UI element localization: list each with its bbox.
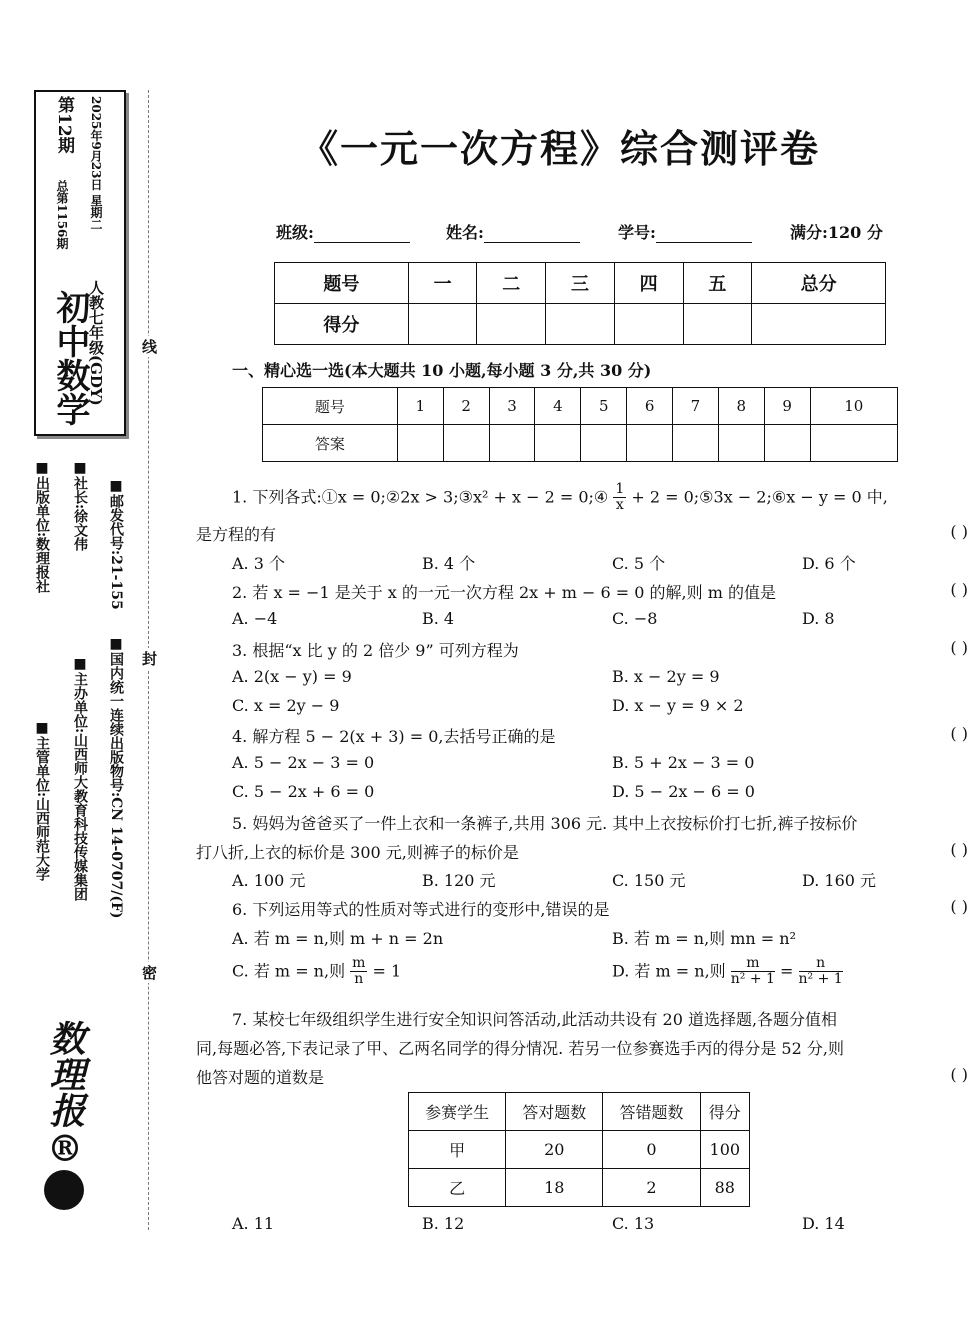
score-header: 五: [683, 263, 752, 304]
score-cell[interactable]: [683, 304, 752, 345]
q5-option-c[interactable]: C. 150 元: [612, 871, 686, 890]
q7-option-a[interactable]: A. 11: [232, 1214, 275, 1233]
cn-number: ■国内统一连续出版物号:CN 14-0707/(F): [108, 636, 124, 919]
answer-header: 4: [535, 388, 581, 425]
answer-header: 3: [489, 388, 535, 425]
question-6: 6. 下列运用等式的性质对等式进行的变形中,错误的是: [232, 900, 610, 919]
brand-sub: 人教七年级(GDY): [87, 280, 105, 406]
q6c-text: C. 若 m = n,则: [232, 961, 346, 981]
page-title: 《一元一次方程》综合测评卷: [300, 126, 821, 171]
q7-line2: 同,每题必答,下表记录了甲、乙两名同学的得分情况. 若另一位参赛选手丙的得分是 52 分,则: [196, 1039, 844, 1058]
q7-option-b[interactable]: B. 12: [422, 1214, 465, 1233]
sidebar: [0, 0, 160, 1321]
q4-option-a[interactable]: A. 5 − 2x − 3 = 0: [232, 753, 375, 772]
answer-cell[interactable]: [581, 425, 627, 462]
q6-option-b[interactable]: B. 若 m = n,则 mn = n²: [612, 929, 797, 948]
q6-option-a[interactable]: A. 若 m = n,则 m + n = 2n: [232, 929, 444, 948]
logo: 数理报®: [44, 1020, 86, 1170]
q4-option-b[interactable]: B. 5 + 2x − 3 = 0: [612, 753, 755, 772]
q7-cell: 2: [603, 1169, 700, 1207]
score-cell[interactable]: [477, 304, 546, 345]
q1-option-b[interactable]: B. 4 个: [422, 554, 476, 573]
postal-code: ■邮发代号:21-155: [108, 478, 124, 610]
answer-cell[interactable]: [810, 425, 897, 462]
score-header: 四: [614, 263, 683, 304]
score-header: 总分: [752, 263, 886, 304]
cut-mark-secret: 密: [139, 962, 160, 983]
total-issue: 总第1156期: [55, 180, 69, 250]
q7-cell: 20: [506, 1131, 603, 1169]
answer-header: 10: [810, 388, 897, 425]
answer-header: 题号: [263, 388, 398, 425]
question-5: 5. 妈妈为爸爸买了一件上衣和一条裤子,共用 306 元. 其中上衣按标价打七折,裤子按标价: [232, 814, 858, 833]
q6d-text: D. 若 m = n,则: [612, 961, 726, 981]
section-heading: 一、精心选一选(本大题共 10 小题,每小题 3 分,共 30 分): [232, 361, 652, 380]
q1-option-d[interactable]: D. 6 个: [802, 554, 856, 573]
answer-cell[interactable]: [489, 425, 535, 462]
q7-cell: 100: [700, 1131, 749, 1169]
table-row: [409, 1131, 750, 1169]
q1-fraction: $\frac{1}{x}$: [615, 481, 625, 514]
q4-paren[interactable]: ( ): [950, 724, 968, 743]
answer-header: 5: [581, 388, 627, 425]
q7-option-c[interactable]: C. 13: [612, 1214, 655, 1233]
q6c-eq: = 1: [372, 961, 402, 981]
issue-date: 2025年9月23日 星期二: [89, 96, 103, 231]
publisher: ■出版单位:数理报社: [34, 460, 50, 594]
q5-paren[interactable]: ( ): [950, 840, 968, 859]
q5-option-d[interactable]: D. 160 元: [802, 871, 877, 890]
q7-cell: 88: [700, 1169, 749, 1207]
answer-cell[interactable]: [535, 425, 581, 462]
answer-header: 7: [673, 388, 719, 425]
sponsor: ■主办单位:山西师大教育科技传媒集团: [72, 656, 88, 902]
answer-header: 1: [397, 388, 443, 425]
score-cell[interactable]: [752, 304, 886, 345]
q6-option-d[interactable]: [612, 956, 843, 988]
q6c-fraction: $\frac{m}{n}$: [352, 955, 366, 988]
q3-option-a[interactable]: A. 2(x − y) = 9: [232, 667, 352, 686]
answer-table: [262, 387, 898, 462]
question-1: [232, 482, 888, 514]
answer-header: 9: [764, 388, 810, 425]
brand-name: 初中数学: [50, 290, 90, 426]
q1-option-c[interactable]: C. 5 个: [612, 554, 666, 573]
q7-table-header: 得分: [700, 1093, 749, 1131]
answer-cell[interactable]: [673, 425, 719, 462]
question-4: 4. 解方程 5 − 2(x + 3) = 0,去括号正确的是: [232, 727, 556, 746]
question-3: 3. 根据“x 比 y 的 2 倍少 9” 可列方程为: [232, 641, 519, 660]
q5-line2: 打八折,上衣的标价是 300 元,则裤子的标价是: [196, 843, 519, 862]
answer-header: 8: [718, 388, 764, 425]
q6d-fraction-2: $\frac{n}{\text{n² + 1}}$: [798, 955, 843, 988]
q7-cell: 乙: [409, 1169, 506, 1207]
cut-mark-seal: 封: [139, 648, 160, 669]
q7-cell: 甲: [409, 1131, 506, 1169]
answer-header: 6: [627, 388, 673, 425]
q6d-eq: =: [780, 961, 794, 981]
q7-table-header: 答错题数: [603, 1093, 700, 1131]
question-7: 7. 某校七年级组织学生进行安全知识问答活动,此活动共设有 20 道选择题,各题分值相: [232, 1010, 838, 1029]
q2-paren[interactable]: ( ): [950, 580, 968, 599]
q1-option-a[interactable]: A. 3 个: [232, 554, 285, 573]
q3-paren[interactable]: ( ): [950, 638, 968, 657]
q7-cell: 0: [603, 1131, 700, 1169]
q3-option-d[interactable]: D. x − y = 9 × 2: [612, 696, 744, 715]
answer-header: 2: [443, 388, 489, 425]
q7-table: [408, 1092, 750, 1207]
q2-option-d[interactable]: D. 8: [802, 609, 835, 628]
logo-icon: [44, 1170, 84, 1210]
score-header: 二: [477, 263, 546, 304]
q1-text-a: 1. 下列各式:①x = 0;②2x > 3;③x² + x − 2 = 0;④: [232, 487, 609, 507]
q7-option-d[interactable]: D. 14: [802, 1214, 845, 1233]
score-table: [274, 262, 886, 345]
q7-table-header: 参赛学生: [409, 1093, 506, 1131]
question-2: 2. 若 x = −1 是关于 x 的一元一次方程 2x + m − 6 = 0 的解,则 m 的值是: [232, 583, 776, 602]
q3-option-c[interactable]: C. x = 2y − 9: [232, 696, 340, 715]
score-cell[interactable]: [408, 304, 477, 345]
table-row: [409, 1169, 750, 1207]
score-header: 题号: [275, 263, 409, 304]
score-header: 一: [408, 263, 477, 304]
number-field[interactable]: 学号:: [618, 220, 752, 243]
answer-cell[interactable]: [764, 425, 810, 462]
q7-table-header: 答对题数: [506, 1093, 603, 1131]
q6-paren[interactable]: ( ): [950, 897, 968, 916]
score-row-label: 得分: [275, 304, 409, 345]
answer-cell[interactable]: [443, 425, 489, 462]
q5-option-a[interactable]: A. 100 元: [232, 871, 306, 890]
q4-option-c[interactable]: C. 5 − 2x + 6 = 0: [232, 782, 375, 801]
q3-option-b[interactable]: B. x − 2y = 9: [612, 667, 720, 686]
score-cell[interactable]: [614, 304, 683, 345]
q7-line3: 他答对题的道数是: [196, 1068, 325, 1087]
q7-paren[interactable]: ( ): [950, 1065, 968, 1084]
q5-option-b[interactable]: B. 120 元: [422, 871, 496, 890]
class-field[interactable]: 班级:: [276, 220, 410, 243]
q6d-fraction-1: $\frac{m}{\text{n² + 1}}$: [730, 955, 775, 988]
q2-option-c[interactable]: C. −8: [612, 609, 658, 628]
answer-row-label: 答案: [263, 425, 398, 462]
full-score: 满分:120 分: [790, 223, 883, 242]
issue-number: 第12期: [54, 96, 74, 154]
score-header: 三: [546, 263, 615, 304]
answer-cell[interactable]: [397, 425, 443, 462]
answer-cell[interactable]: [718, 425, 764, 462]
q1-text-b: + 2 = 0;⑤3x − 2;⑥x − y = 0 中,: [631, 487, 888, 507]
q6-option-c[interactable]: [232, 956, 401, 988]
answer-cell[interactable]: [627, 425, 673, 462]
cut-mark-line: 线: [139, 336, 160, 357]
president: ■社长:徐文伟: [72, 460, 88, 552]
score-cell[interactable]: [546, 304, 615, 345]
q2-option-a[interactable]: A. −4: [232, 609, 278, 628]
q1-paren[interactable]: ( ): [950, 522, 968, 541]
name-field[interactable]: 姓名:: [446, 220, 580, 243]
q7-cell: 18: [506, 1169, 603, 1207]
q4-option-d[interactable]: D. 5 − 2x − 6 = 0: [612, 782, 755, 801]
supervisor: ■主管单位:山西师范大学: [34, 720, 50, 882]
q2-option-b[interactable]: B. 4: [422, 609, 455, 628]
q1-line2: 是方程的有: [196, 525, 277, 544]
